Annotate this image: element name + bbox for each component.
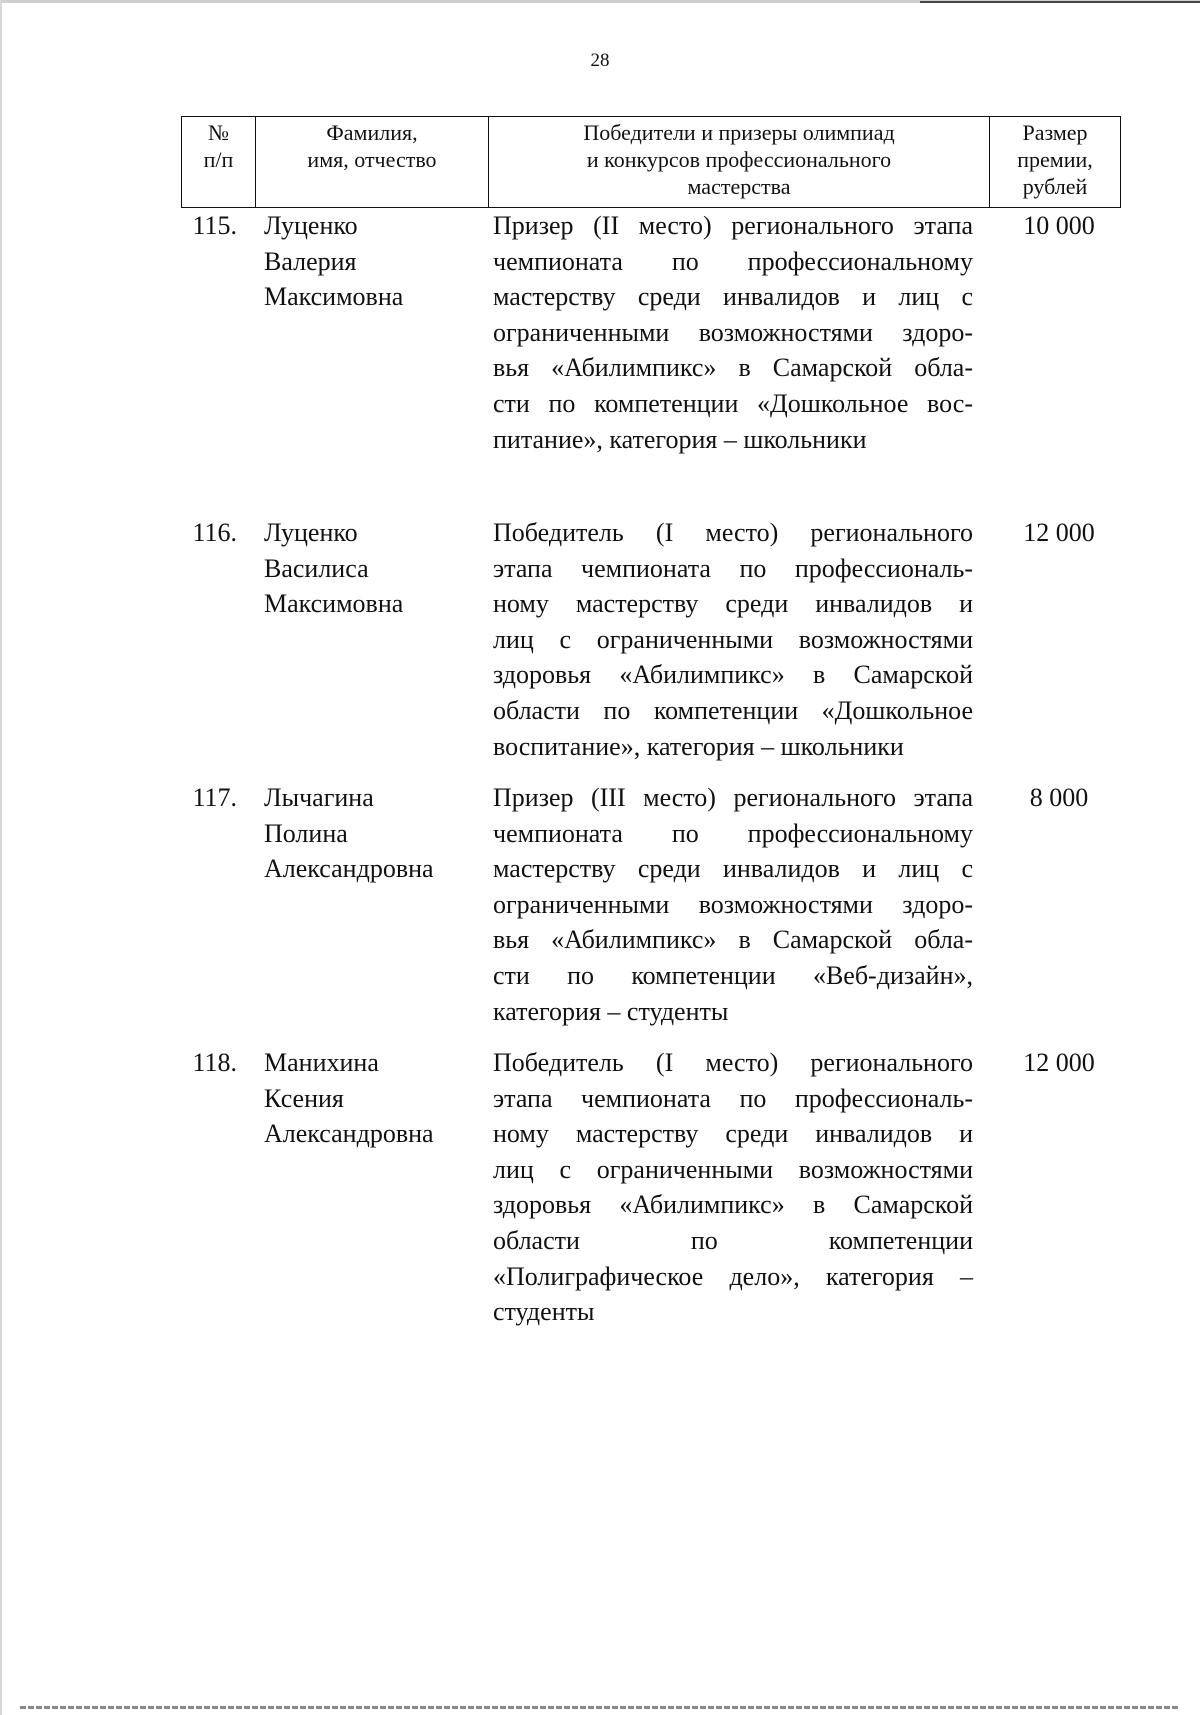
row-description xyxy=(493,780,973,1029)
description-line: чемпионата по профессиональному xyxy=(493,246,973,276)
description-line: воспитание», категория – школьники xyxy=(493,731,904,761)
row-description xyxy=(493,1045,973,1330)
name-line: Лычагина xyxy=(264,783,374,812)
header-amount-line: рублей xyxy=(1022,174,1088,199)
header-description-line: и конкурсов профессионального xyxy=(586,147,892,172)
description-line: области по компетенции «Дошкольное xyxy=(493,695,973,725)
header-num xyxy=(182,117,256,208)
name-line: Полина xyxy=(264,818,348,848)
header-description xyxy=(489,117,990,208)
row-name xyxy=(264,208,464,315)
description-line: ному мастерству среди инвалидов и xyxy=(493,589,973,619)
row-number: 118. xyxy=(192,1048,237,1077)
scan-edge-mark xyxy=(920,1,1200,3)
header-amount-line: Размер xyxy=(1022,120,1088,145)
row-name xyxy=(264,1045,464,1152)
header-name xyxy=(256,117,489,208)
scan-edge-bottom xyxy=(20,1706,1180,1709)
description-line: Призер (II место) регионального этапа xyxy=(493,211,973,240)
row-description xyxy=(493,208,973,457)
description-line: здоровья «Абилимпикс» в Самарской xyxy=(493,1190,973,1220)
description-line: вья «Абилимпикс» в Самарской обла- xyxy=(493,353,973,383)
name-line: Луценко xyxy=(264,518,358,547)
page-number: 28 xyxy=(590,50,610,71)
table-header xyxy=(181,116,1121,208)
name-line: Ксения xyxy=(264,1083,344,1113)
description-line: лиц с ограниченными возможностями xyxy=(493,624,973,654)
name-line: Василиса xyxy=(264,553,369,583)
name-line: Максимовна xyxy=(264,282,404,312)
description-line: ограниченными возможностями здоро- xyxy=(493,317,973,347)
header-amount-line: премии, xyxy=(1017,147,1093,172)
scan-edge-left xyxy=(0,0,2,1715)
description-line: Победитель (I место) регионального xyxy=(493,1048,973,1077)
row-number: 117. xyxy=(192,783,237,812)
description-line: этапа чемпионата по профессиональ- xyxy=(493,1083,973,1113)
description-line: мастерству среди инвалидов и лиц с xyxy=(493,854,973,884)
description-line: лиц с ограниченными возможностями xyxy=(493,1154,973,1184)
row-description xyxy=(493,515,973,764)
name-line: Манихина xyxy=(264,1048,379,1077)
header-description-line: Победители и призеры олимпиад xyxy=(583,120,895,145)
row-number: 115. xyxy=(192,211,237,240)
row-amount: 10 000 xyxy=(1023,211,1095,240)
row-name xyxy=(264,780,464,887)
name-line: Александровна xyxy=(264,854,434,884)
row-number: 116. xyxy=(192,518,237,547)
description-line: Победитель (I место) регионального xyxy=(493,518,973,547)
row-amount: 8 000 xyxy=(1029,783,1089,812)
name-line: Александровна xyxy=(264,1119,434,1149)
row-amount: 12 000 xyxy=(1023,518,1095,547)
description-line: этапа чемпионата по профессиональ- xyxy=(493,553,973,583)
row-name xyxy=(264,515,464,622)
header-num-line: № xyxy=(208,120,229,145)
header-name-line: Фамилия, xyxy=(326,120,418,145)
header-name-line: имя, отчество xyxy=(307,147,437,172)
description-line: мастерству среди инвалидов и лиц с xyxy=(493,282,973,312)
description-line: вья «Абилимпикс» в Самарской обла- xyxy=(493,925,973,955)
description-line: области по компетенции xyxy=(493,1225,973,1255)
header-description-line: мастерства xyxy=(687,174,791,199)
name-line: Максимовна xyxy=(264,589,404,619)
description-line: питание», категория – школьники xyxy=(493,424,867,454)
header-amount xyxy=(990,117,1121,208)
description-line: студенты xyxy=(493,1297,595,1327)
description-line: чемпионата по профессиональному xyxy=(493,818,973,848)
description-line: Призер (III место) регионального этапа xyxy=(493,783,973,812)
description-line: категория – студенты xyxy=(493,996,729,1026)
name-line: Валерия xyxy=(264,246,357,276)
row-amount: 12 000 xyxy=(1023,1048,1095,1077)
name-line: Луценко xyxy=(264,211,358,240)
description-line: «Полиграфическое дело», категория – xyxy=(493,1261,973,1291)
header-num-line: п/п xyxy=(203,147,234,172)
description-line: сти по компетенции «Дошкольное вос- xyxy=(493,388,973,418)
description-line: здоровья «Абилимпикс» в Самарской xyxy=(493,660,973,690)
description-line: сти по компетенции «Веб-дизайн», xyxy=(493,960,973,990)
description-line: ному мастерству среди инвалидов и xyxy=(493,1119,973,1149)
description-line: ограниченными возможностями здоро- xyxy=(493,889,973,919)
